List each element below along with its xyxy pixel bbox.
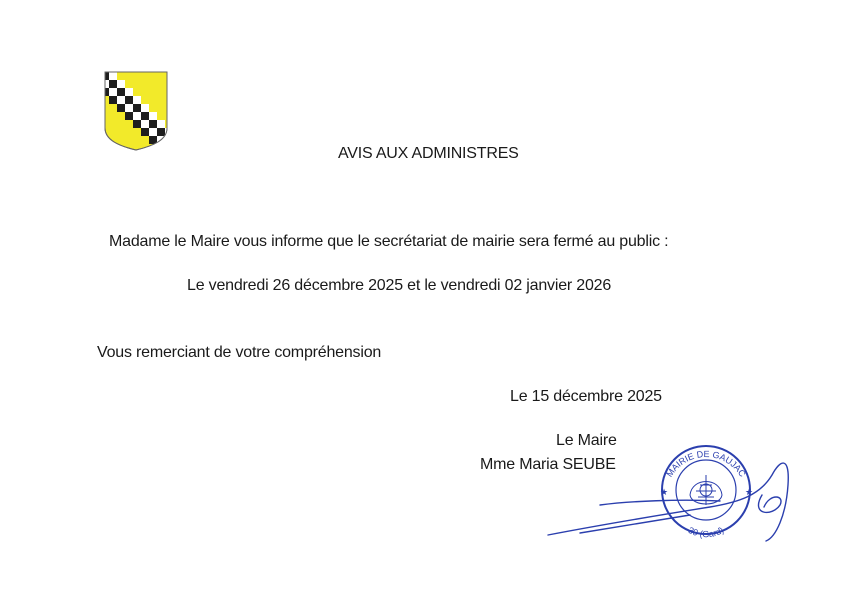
checker-cell [109, 96, 117, 104]
mairie-stamp [540, 445, 800, 555]
checker-cell [149, 120, 157, 128]
checker-cell [157, 120, 165, 128]
seal-star-right: ★ [745, 487, 754, 497]
checker-cell [141, 128, 149, 136]
checker-cell [117, 104, 125, 112]
checker-cell [125, 96, 133, 104]
seal-top-text: MAIRIE DE GAUJAC [664, 448, 748, 479]
checker-cell [125, 104, 133, 112]
checker-cell [133, 112, 141, 120]
checker-cell [103, 88, 109, 96]
checker-cell [133, 96, 141, 104]
checker-cell [141, 120, 149, 128]
checker-cell [165, 144, 169, 152]
checker-cell [133, 120, 141, 128]
notice-line-closure: Madame le Maire vous informe que le secrétariat de mairie sera fermé au public : [109, 233, 669, 250]
checker-cell [117, 80, 125, 88]
checker-cell [109, 80, 117, 88]
checker-cell [149, 128, 157, 136]
seal-bottom-text: 30 (Gard) [686, 525, 726, 540]
notice-thanks: Vous remerciant de votre compréhension [97, 344, 382, 361]
notice-title: AVIS AUX ADMINISTRES [338, 145, 519, 162]
checker-cell [149, 112, 157, 120]
signatory-role: Le Maire [556, 432, 617, 449]
checker-cell [109, 88, 117, 96]
signatory-name: Mme Maria SEUBE [480, 456, 616, 473]
checker-cell [125, 88, 133, 96]
checker-cell [109, 72, 117, 80]
checker-cell [165, 136, 169, 144]
checker-cell [157, 144, 165, 152]
checker-cell [117, 96, 125, 104]
checker-cell [141, 104, 149, 112]
notice-line-dates: Le vendredi 26 décembre 2025 et le vendredi 02 janvier 2026 [187, 277, 612, 294]
checker-cell [125, 112, 133, 120]
seal-star-left: ★ [660, 487, 669, 497]
checker-cell [103, 72, 109, 80]
notice-date: Le 15 décembre 2025 [510, 388, 662, 405]
checker-cell [103, 80, 109, 88]
checker-cell [133, 104, 141, 112]
coat-of-arms-icon [103, 70, 169, 152]
checker-cell [141, 112, 149, 120]
checker-cell [117, 88, 125, 96]
checker-cell [157, 128, 165, 136]
